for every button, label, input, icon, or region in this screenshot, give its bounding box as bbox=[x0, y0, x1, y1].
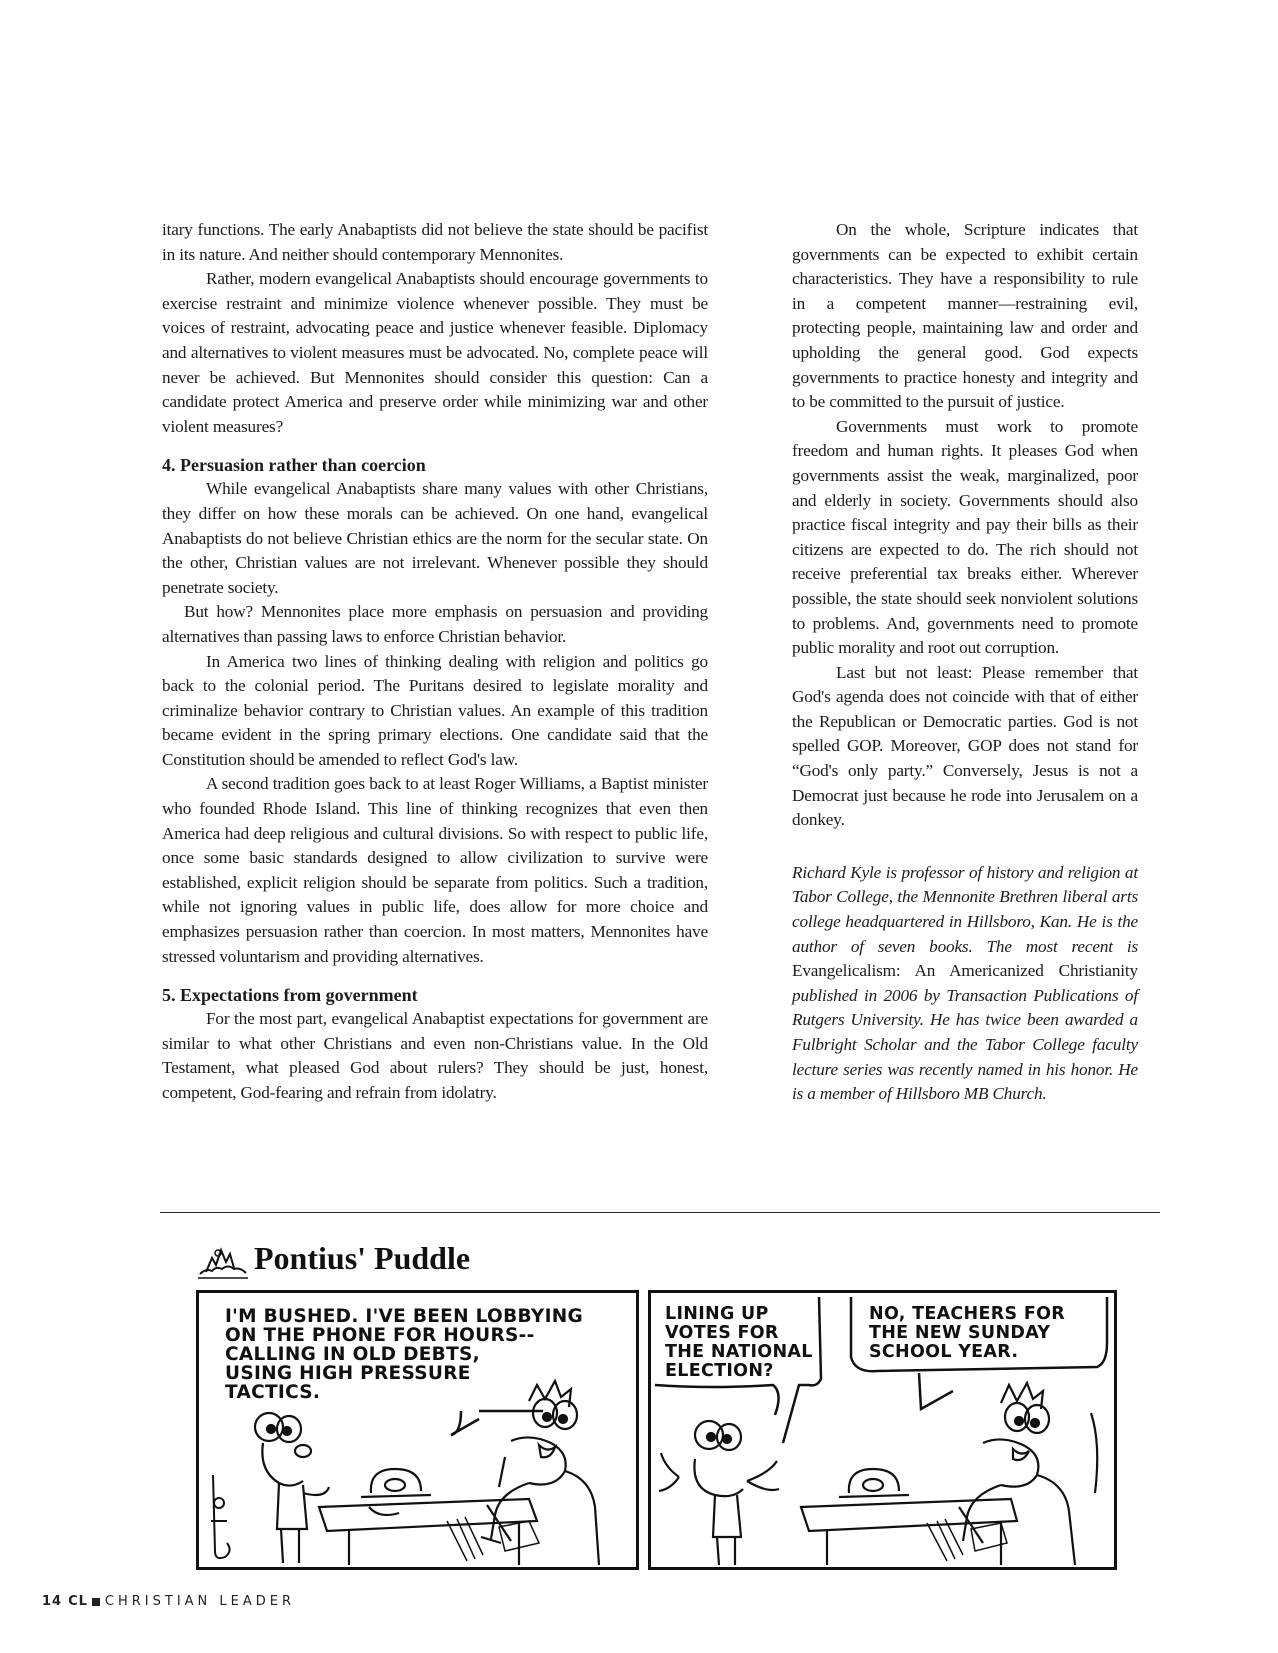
paragraph: For the most part, evangelical Anabaptist expectations for government are similar to what other Christians and even non-Christians value. In the Old Testament, what pleased God about rulers? They should be just, honest, competent, God-fearing and refrain from idolatry. bbox=[162, 1009, 708, 1102]
paragraph: But how? Mennonites place more emphasis on persuasion and providing alternatives than passing laws to enforce Christian behavior. bbox=[162, 602, 708, 646]
book-title: Evangelicalism: An Americanized Christianity bbox=[792, 961, 1138, 981]
section-heading: 5. Expectations from government bbox=[162, 985, 418, 1006]
square-bullet-icon bbox=[92, 1598, 100, 1606]
author-bio bbox=[792, 861, 1138, 1107]
artist-signature: Joel bbox=[203, 1297, 205, 1298]
section-divider bbox=[160, 1212, 1160, 1213]
paragraph: Last but not least: Please remember that God's agenda does not coincide with that of either the Republican or Democratic parties. God is not spelled GOP. Moreover, GOP does not stand for “God's only party.” Conversely, Jesus is not a Democrat just because he rode into Jerusalem on a donkey. bbox=[792, 662, 1138, 830]
paragraph: Governments must work to promote freedom and human rights. It pleases God when governments assist the weak, marginalized, poor and elderly in society. Governments should also practice fiscal integrity and pay their bills as their citizens are expected to do. The rich should not receive preferential tax breaks either. Wherever possible, the state should seek nonviolent solutions to problems. And, governments need to promote public morality and root out corruption. bbox=[792, 416, 1138, 658]
publication-abbrev: CL bbox=[68, 1594, 88, 1609]
comic-panel-1 bbox=[196, 1290, 639, 1570]
paragraph: While evangelical Anabaptists share many values with other Christians, they differ on how these morals can be achieved. On one hand, evangelical Anabaptists do not believe Christian ethics are the norm for the secular state. On the other, Christian values are not irrelevant. Whenever possible they should penetrate society. bbox=[162, 479, 708, 597]
paragraph: Rather, modern evangelical Anabaptists should encourage governments to exercise restraint and minimize violence whenever possible. They must be voices of restraint, advocating peace and justice whenever feasible. Diplomacy and alternatives to violent measures must be advocated. No, complete peace will never be achieved. But Mennonites should consider this question: Can a candidate protect America and preserve order while minimizing war and other violent measures? bbox=[162, 269, 708, 436]
speech-caption-answer: NO, TEACHERS FOR THE NEW SUNDAY SCHOOL YEAR. bbox=[869, 1304, 1066, 1362]
page-footer bbox=[42, 1594, 295, 1609]
section-heading: 4. Persuasion rather than coercion bbox=[162, 455, 426, 476]
paragraph: On the whole, Scripture indicates that governments can be expected to exhibit certain characteristics. They have a responsibility to rule in a competent manner—restraining evil, protecting people, maintaining law and order and upholding the general good. God expects governments to practice honesty and integrity and to be committed to the pursuit of justice. bbox=[792, 220, 1138, 412]
speech-caption: I'M BUSHED. I'VE BEEN LOBBYING ON THE PHONE FOR HOURS-- CALLING IN OLD DEBTS, USING HIGH PRESSURE TACTICS. bbox=[225, 1306, 584, 1403]
left-column bbox=[162, 218, 708, 1106]
paragraph: A second tradition goes back to at least Roger Williams, a Baptist minister who founded Rhode Island. This line of thinking recognizes that even then America had deep religious and cultural divisions. So with respect to public life, once some basic standards designed to allow civilization to survive were established, explicit religion should be separate from politics. Such a tradition, while not ignoring values in public life, does allow for more choice and emphasizes persuasion rather than coercion. In most matters, Mennonites have stressed voluntarism and providing alternatives. bbox=[162, 774, 708, 966]
speech-caption-question: LINING UP VOTES FOR THE NATIONAL ELECTION? bbox=[665, 1304, 813, 1381]
paragraph: itary functions. The early Anabaptists did not believe the state should be pacifist in its nature. And neither should contemporary Mennonites. bbox=[162, 220, 708, 264]
comic-title bbox=[196, 1238, 696, 1282]
page-number: 14 bbox=[42, 1594, 63, 1609]
bio-text: published in 2006 by Transaction Publications of Rutgers University. He has twice been awarded a Fulbright Scholar and the Tabor College faculty lecture series was recently named in his honor. He is a member of Hillsboro MB Church. bbox=[792, 985, 1138, 1104]
comic-panel-2 bbox=[648, 1290, 1117, 1570]
bio-text: Richard Kyle is professor of history and religion at Tabor College, the Mennonite Brethren liberal arts college headquartered in Hillsboro, Kan. He is the author of seven books. The most recent is bbox=[792, 862, 1138, 956]
comic-title-text: Pontius' Puddle bbox=[254, 1240, 471, 1276]
publication-name: CHRISTIAN LEADER bbox=[104, 1594, 296, 1609]
puddle-logo-icon bbox=[196, 1238, 250, 1280]
paragraph: In America two lines of thinking dealing with religion and politics go back to the colonial period. The Puritans desired to legislate morality and criminalize behavior contrary to Christian values. An example of this tradition became evident in the spring primary elections. One candidate said that the Constitution should be amended to reflect God's law. bbox=[162, 651, 708, 769]
right-column bbox=[792, 218, 1138, 1107]
